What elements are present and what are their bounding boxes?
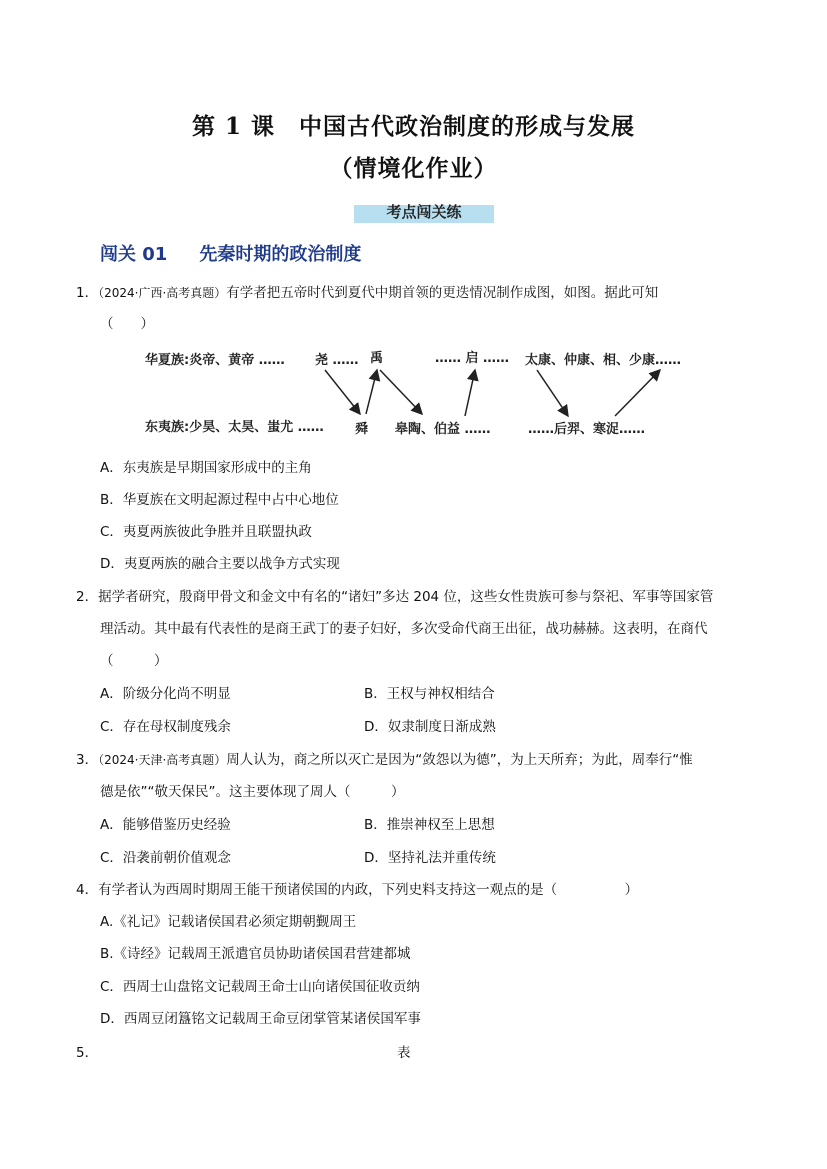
question-number: 4． [76,882,99,898]
question-line1: 周人认为，商之所以灭亡是因为“敛怨以为德”，为上天所弃；为此，周奉行“惟 [226,752,693,768]
arrow-boyi-qi [465,370,475,416]
question-1 [76,281,658,301]
section-number: 闯关 01 [100,244,168,265]
question-number: 3． [76,752,99,768]
diagram-node-gaoyao: 皋陶、伯益 …… [395,422,491,437]
question-number: 2． [76,589,99,605]
diagram-node-qi: …… 启 …… [435,351,510,366]
succession-diagram [140,340,730,440]
page-title: 第 1 课 中国古代政治制度的形成与发展 [191,113,636,140]
arrow-shun-yu [366,370,377,414]
answer-blank: （ ） [100,653,168,669]
option-4b: B.《诗经》记载周王派遣官员协助诸侯国君营建都城 [100,946,411,962]
arrow-xiang-houyi [537,370,568,416]
option-3c: C．沿袭前朝价值观念 [100,850,231,866]
question-2 [76,585,713,605]
option-1d: D．夷夏两族的融合主要以战争方式实现 [100,556,340,572]
question-3 [76,748,693,768]
question-number: 1． [76,285,99,301]
question-line1: 据学者研究，殷商甲骨文和金文中有名的“诸妇”多达 204 位，这些女性贵族可参与祭祀、军事等国家管 [98,589,714,605]
answer-blank: （ ） [100,316,154,332]
option-3b: B．推崇神权至上思想 [364,817,495,833]
option-2a: A．阶级分化尚不明显 [100,686,231,702]
arrow-yu-gaoyao [380,370,422,414]
option-3a: A．能够借鉴历史经验 [100,817,231,833]
question-source: （2024·广西·高考真题） [98,286,227,300]
diagram-node-houyi: ……后羿、寒浞…… [528,422,646,437]
section-heading [100,240,361,266]
option-4c: C．西周士山盘铭文记载周王命士山向诸侯国征收贡纳 [100,979,420,995]
question-source: （2024·天津·高考真题） [98,753,227,767]
diagram-row2-dongyi: 东夷族:少昊、太昊、蚩尤 …… [145,420,324,435]
option-3d: D．坚持礼法并重传统 [364,850,496,866]
diagram-node-shun: 舜 [355,422,369,437]
section-badge: 考点闯关练 [354,205,494,223]
question-3-line2: 德是依”“敬天保民”。这主要体现了周人（ ） [100,784,405,800]
option-2d: D．奴隶制度日渐成熟 [364,719,496,735]
option-2c: C．存在母权制度残余 [100,719,231,735]
question-5-table-label: 表 [397,1045,411,1061]
question-stem: 有学者把五帝时代到夏代中期首领的更迭情况制作成图，如图。据此可知 [226,285,659,301]
option-2b: B．王权与神权相结合 [364,686,495,702]
question-5-number: 5． [76,1045,99,1061]
option-4d: D．西周豆闭簋铭文记载周王命豆闭掌管某诸侯国军事 [100,1011,421,1027]
arrow-hanzhuo-shaokang [615,370,660,416]
diagram-row1-huaxia: 华夏族:炎帝、黄帝 …… [145,353,285,368]
option-1b: B．华夏族在文明起源过程中占中心地位 [100,492,339,508]
question-4 [76,878,638,898]
diagram-node-yao: 尧 …… [315,353,359,368]
arrow-yao-shun [325,370,360,414]
diagram-node-yu: 禹 [370,351,384,366]
diagram-node-taikang: 太康、仲康、相、少康…… [525,353,682,368]
option-4a: A.《礼记》记载诸侯国君必须定期朝觐周王 [100,914,357,930]
option-1a: A．东夷族是早期国家形成中的主角 [100,460,312,476]
section-title: 先秦时期的政治制度 [199,244,362,265]
page-subtitle: （情境化作业） [329,155,498,182]
question-line1: 有学者认为西周时期周王能干预诸侯国的内政，下列史料支持这一观点的是（ ） [98,882,639,898]
question-2-line2: 理活动。其中最有代表性的是商王武丁的妻子妇好，多次受命代商王出征，战功赫赫。这表明，在商代 [100,621,708,637]
option-1c: C．夷夏两族彼此争胜并且联盟执政 [100,524,312,540]
